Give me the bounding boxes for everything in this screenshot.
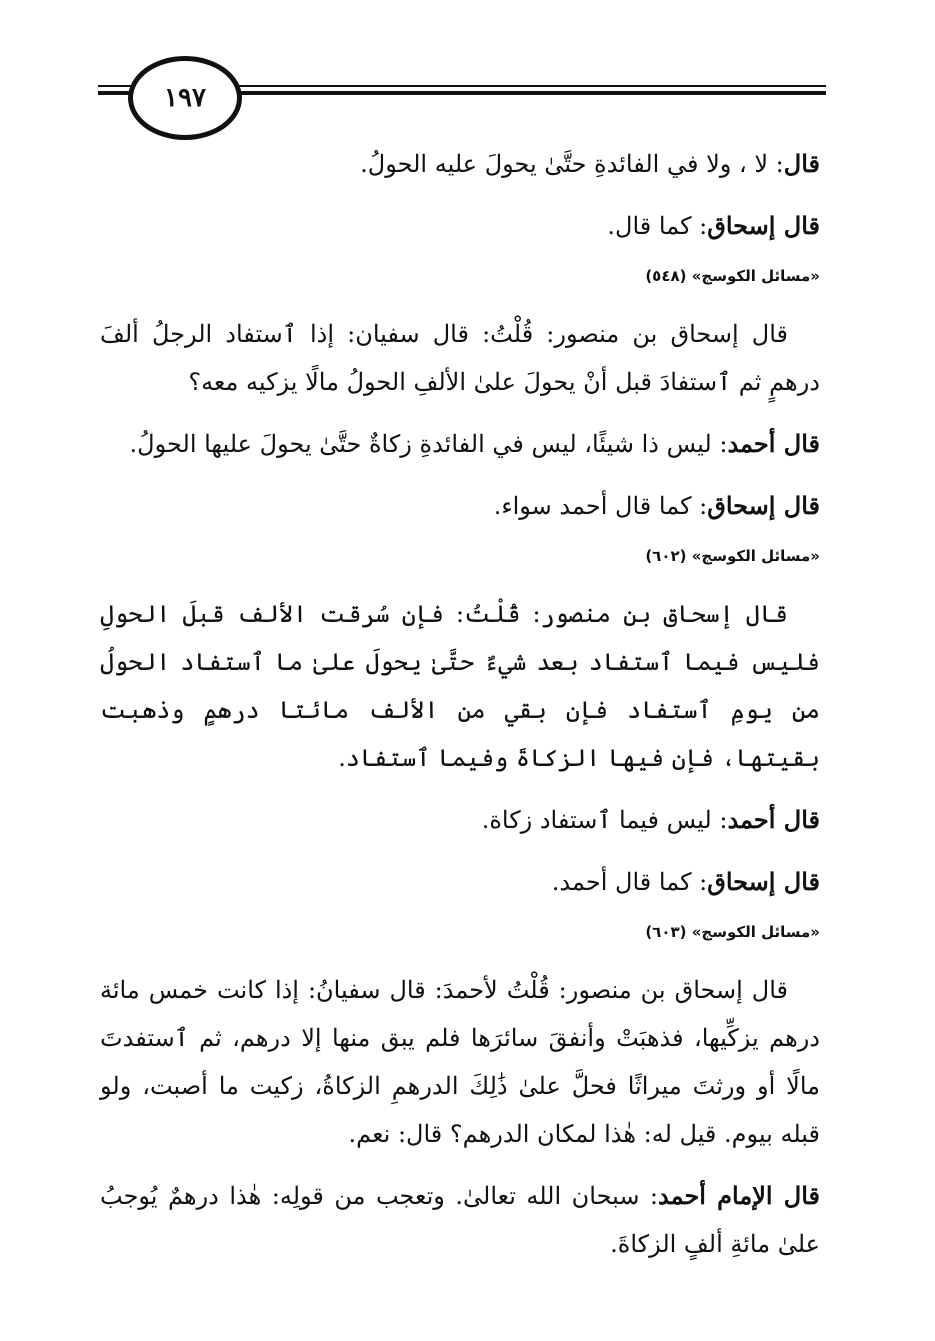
paragraph-text: : كما قال. <box>607 212 708 240</box>
page-header <box>98 52 826 136</box>
paragraph-text: قال إسحاق بن منصور: قُلْتُ: فإن سُرقت الألف قبلَ الحولِ فليس فيما ٱستفاد بعد شيءٌ حتَّىٰ يحولَ علىٰ ما ٱستفاد الحولُ من يومِ ٱستفاد فإن بقي من الألف مائتا درهمٍ وذهبت بقيتها، فإن فيها الزكاةَ وفيما ٱستفاد. <box>100 600 820 772</box>
speaker-label: قال أحمد <box>727 805 820 834</box>
paragraph <box>100 1172 820 1268</box>
source-citation: «مسائل الكوسج» (٥٤٨) <box>645 267 820 285</box>
page-number: ١٩٧ <box>164 83 206 113</box>
paragraph-text: : ليس ذا شيئًا، ليس في الفائدةِ زكاةٌ حتَّىٰ يحولَ عليها الحولُ. <box>129 430 728 458</box>
paragraph-text: : كما قال أحمد سواء. <box>493 492 708 520</box>
source-citation: «مسائل الكوسج» (٦٠٣) <box>645 923 820 941</box>
paragraph <box>100 310 820 406</box>
paragraph <box>100 796 820 844</box>
speaker-label: قال <box>783 149 820 178</box>
speaker-label: قال الإمام أحمد <box>658 1181 821 1210</box>
paragraph <box>100 420 820 468</box>
paragraph-text: : كما قال أحمد. <box>551 868 708 896</box>
paragraph <box>100 482 820 530</box>
paragraph <box>100 140 820 188</box>
speaker-label: قال إسحاق <box>707 491 820 520</box>
paragraph <box>100 858 820 906</box>
page-number-badge <box>128 56 242 140</box>
paragraph-text: : لا ، ولا في الفائدةِ حتَّىٰ يحولَ عليه الحولُ. <box>360 150 784 178</box>
source-citation: «مسائل الكوسج» (٦٠٢) <box>645 547 820 565</box>
speaker-label: قال أحمد <box>727 429 820 458</box>
speaker-label: قال إسحاق <box>707 867 820 896</box>
paragraph <box>100 202 820 250</box>
paragraph-text: قال إسحاق بن منصور: قُلْتُ لأحمدَ: قال سفيانُ: إذا كانت خمس مائة درهم يزكِّيها، فذهبَتْ وأنفقَ سائرَها فلم يبق منها إلا درهم، ثم ٱستفدتَ مالًا أو ورثتَ ميراثًا فحلَّ علىٰ ذَٰلِكَ الدرهمِ الزكاةُ، زكيت ما أصبت، ولو قبله بيوم. قيل له: هٰذا لمكان الدرهم؟ قال: نعم. <box>100 976 820 1148</box>
paragraph-text: : ليس فيما ٱستفاد زكاة. <box>481 806 728 834</box>
speaker-label: قال إسحاق <box>707 211 820 240</box>
paragraph <box>100 590 820 782</box>
paragraph-text: : سبحان الله تعالىٰ. وتعجب من قولِه: هٰذا درهمٌ يُوجبُ علىٰ مائةِ ألفٍ الزكاةَ. <box>100 1182 820 1258</box>
page-body <box>100 140 820 1282</box>
paragraph-text: قال إسحاق بن منصور: قُلْتُ: قال سفيان: إذا ٱستفاد الرجلُ ألفَ درهمٍ ثم ٱستفادَ قبل أنْ يحولَ علىٰ الألفِ الحولُ مالًا يزكيه معه؟ <box>100 320 820 396</box>
paragraph <box>100 966 820 1158</box>
